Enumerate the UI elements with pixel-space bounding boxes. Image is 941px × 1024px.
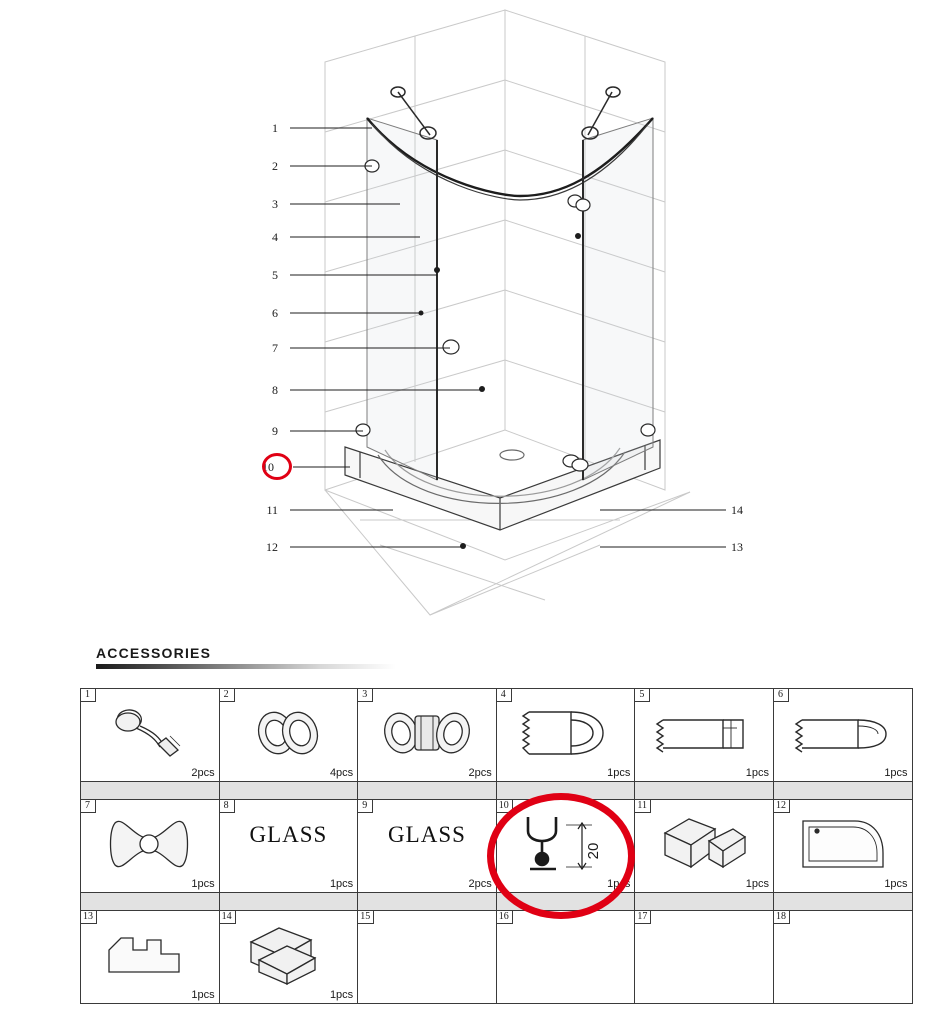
cell-index: 16 <box>497 911 513 924</box>
spacer-cell <box>219 893 358 911</box>
cell-qty: 1pcs <box>745 767 769 779</box>
shower-tray-icon <box>774 808 912 880</box>
u-channel-seal-icon <box>497 697 635 769</box>
callout-6: 6 <box>272 306 278 320</box>
cell-qty: 2pcs <box>191 767 215 779</box>
cell-qty: 1pcs <box>745 878 769 890</box>
callout-10-highlight <box>262 453 292 480</box>
callout-2: 2 <box>272 159 278 173</box>
cell-qty: 1pcs <box>191 989 215 1001</box>
accessories-header <box>96 645 396 669</box>
callout-11: 11 <box>266 503 278 517</box>
cell-index: 18 <box>774 911 790 924</box>
callout-5: 5 <box>272 268 278 282</box>
roller-wheel-icon <box>220 697 358 769</box>
callout-8: 8 <box>272 383 278 397</box>
accessory-cell-3[interactable] <box>358 689 497 782</box>
cell-index: 11 <box>635 800 651 813</box>
accessory-cell-5[interactable] <box>635 689 774 782</box>
accessory-cell-7[interactable] <box>81 800 220 893</box>
cell-qty: 1pcs <box>884 767 908 779</box>
accessory-cell-13[interactable] <box>81 911 220 1004</box>
accessory-cell-17[interactable] <box>635 911 774 1004</box>
glass-label: GLASS <box>388 822 466 847</box>
accessory-cell-1[interactable] <box>81 689 220 782</box>
cell-qty: 1pcs <box>607 767 631 779</box>
cell-index: 3 <box>358 689 373 702</box>
spacer-cell <box>773 893 912 911</box>
cell-index: 5 <box>635 689 650 702</box>
cell-index: 15 <box>358 911 374 924</box>
spacer-cell <box>219 782 358 800</box>
callout-7: 7 <box>272 341 278 355</box>
accessory-cell-4[interactable] <box>496 689 635 782</box>
cell-index: 1 <box>81 689 96 702</box>
cell-qty: 2pcs <box>468 767 492 779</box>
spacer-cell <box>358 782 497 800</box>
spacer-cell <box>635 893 774 911</box>
callout-9: 9 <box>272 424 278 438</box>
cell-index: 14 <box>220 911 236 924</box>
cell-index: 9 <box>358 800 373 813</box>
spacer-cell <box>81 782 220 800</box>
accessory-cell-2[interactable] <box>219 689 358 782</box>
cell-index: 7 <box>81 800 96 813</box>
cell-qty: 1pcs <box>884 878 908 890</box>
spacer-cell <box>635 782 774 800</box>
cell-index: 4 <box>497 689 512 702</box>
cell-qty: 1pcs <box>329 989 354 1001</box>
table-spacer-row <box>81 782 913 800</box>
glass-label: GLASS <box>249 822 328 847</box>
cell-qty: 2pcs <box>468 878 492 890</box>
callout-13: 13 <box>731 540 743 554</box>
accessory-cell-15[interactable] <box>358 911 497 1004</box>
cell-index: 2 <box>220 689 235 702</box>
cell-qty: 4pcs <box>329 767 354 779</box>
callout-14: 14 <box>731 503 743 517</box>
table-spacer-row <box>81 893 913 911</box>
rail-end-cap-icon <box>220 919 358 991</box>
spacer-cell <box>81 893 220 911</box>
accessory-cell-8[interactable] <box>219 800 358 893</box>
accessory-cell-9[interactable] <box>358 800 497 893</box>
bottom-guide-pin-icon <box>497 808 635 880</box>
accessory-cell-16[interactable] <box>496 911 635 1004</box>
cell-index: 6 <box>774 689 789 702</box>
cell-qty: 1pcs <box>607 878 631 890</box>
corner-cover-cap-icon <box>635 808 773 880</box>
door-knob-icon <box>81 808 219 880</box>
accessories-title: ACCESSORIES <box>96 645 212 661</box>
bottom-rail-bracket-icon <box>81 919 219 991</box>
roller-bracket-icon <box>358 697 496 769</box>
callout-3: 3 <box>272 197 278 211</box>
accessory-cell-14[interactable] <box>219 911 358 1004</box>
callout-10: 10 <box>262 460 274 474</box>
spacer-cell <box>773 782 912 800</box>
cell-index: 13 <box>81 911 97 924</box>
cell-index: 8 <box>220 800 235 813</box>
cell-index: 17 <box>635 911 651 924</box>
magnetic-seal-icon <box>635 697 773 769</box>
svg-text:20: 20 <box>584 842 602 860</box>
accessory-cell-12[interactable] <box>773 800 912 893</box>
accessories-underline <box>96 664 396 669</box>
spacer-cell <box>496 782 635 800</box>
edge-seal-icon <box>774 697 912 769</box>
cell-qty: 1pcs <box>329 878 354 890</box>
cell-qty: 1pcs <box>191 878 215 890</box>
callout-1: 1 <box>272 121 278 135</box>
cell-index: 10 <box>497 800 513 813</box>
table-row <box>81 689 913 782</box>
cell-index: 12 <box>774 800 790 813</box>
callout-12: 12 <box>266 540 278 554</box>
accessories-table <box>80 688 913 1004</box>
spacer-cell <box>496 893 635 911</box>
callout-4: 4 <box>272 230 278 244</box>
table-row <box>81 800 913 893</box>
accessory-cell-6[interactable] <box>773 689 912 782</box>
accessory-cell-18[interactable] <box>773 911 912 1004</box>
spacer-cell <box>358 893 497 911</box>
accessory-cell-10[interactable] <box>496 800 635 893</box>
accessory-cell-11[interactable] <box>635 800 774 893</box>
table-row <box>81 911 913 1004</box>
shower-head-icon <box>81 697 219 769</box>
